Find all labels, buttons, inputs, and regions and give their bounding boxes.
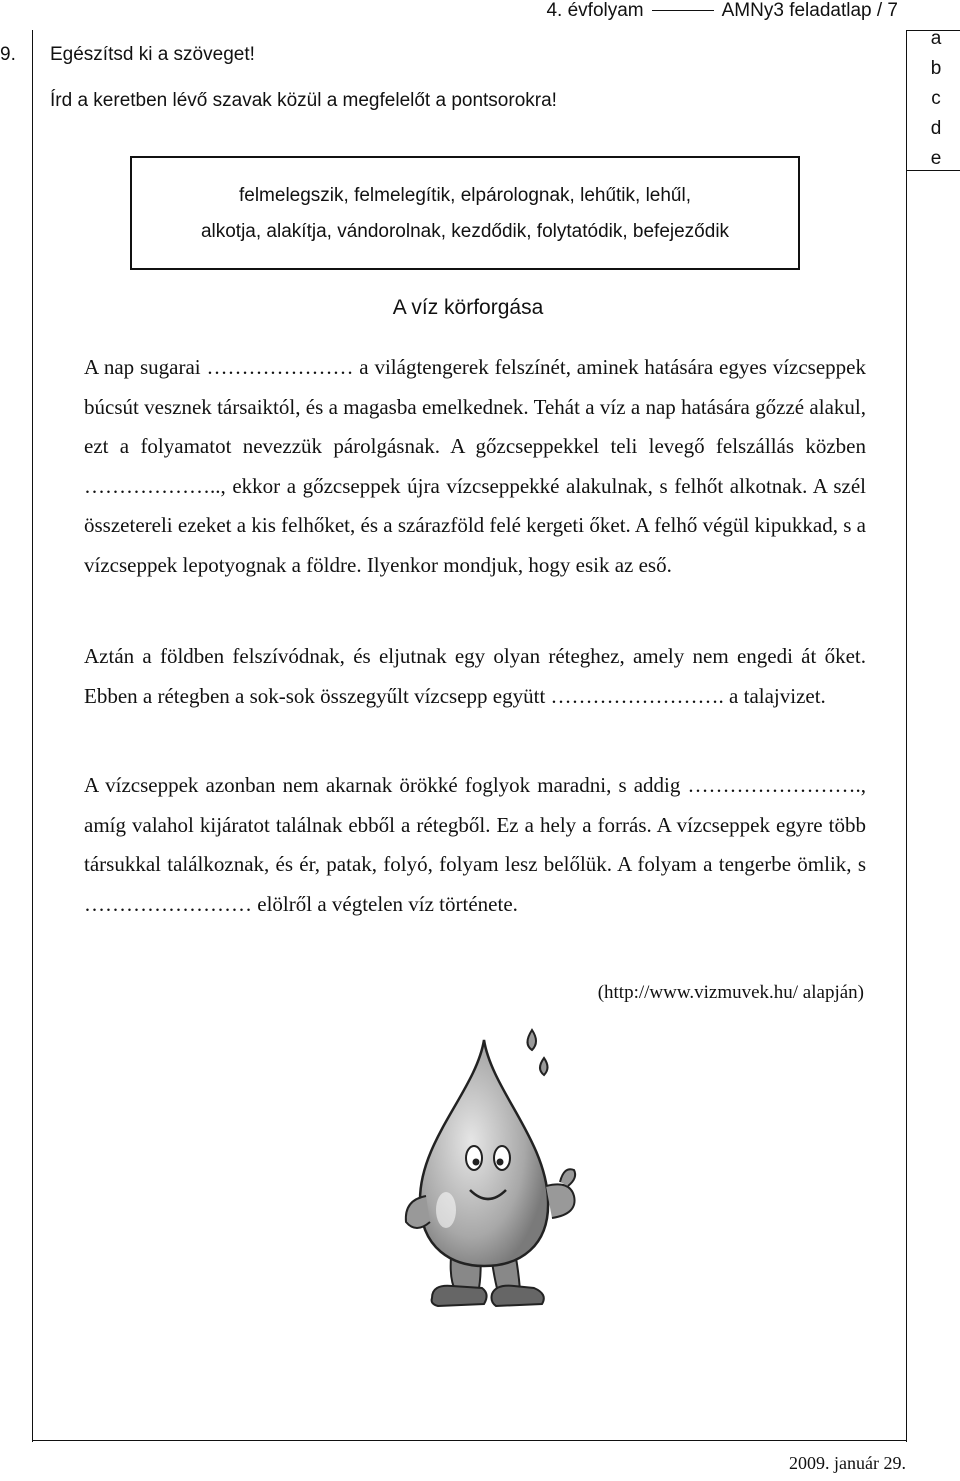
word-box-line-1: felmelegszik, felmelegítik, elpárolognak, lehűtik, lehűl, <box>238 185 691 206</box>
frame-left-line <box>32 30 33 1442</box>
frame-bottom-line <box>32 1440 907 1441</box>
waterdrop-character-illustration <box>380 1010 620 1320</box>
score-letter-c: c <box>931 88 941 109</box>
score-letter-a: a <box>930 28 942 49</box>
score-letter-b: b <box>930 58 942 79</box>
score-letter-e: e <box>930 148 942 169</box>
question-instruction-1: Egészítsd ki a szöveget! <box>50 44 255 65</box>
paragraph-2: Aztán a földben felszívódnak, és eljutnak egy olyan réteghez, amely nem engedi át őket. Ebben a rétegben a sok-sok összegyűlt vízcsepp együtt ……………………. a talajvizet. <box>84 644 866 708</box>
paragraph-1: A nap sugarai ………………… a világtengerek felszínét, aminek hatására egyes vízcseppek búcsút vesznek társaiktól, és a magasba emelkednek. Tehát a víz a nap hatására gőzzé alakul, ezt a folyamatot nevezzük párolgásnak. A gőzcseppekkel teli levegő felszállás közben ……………….., ekkor a gőzcseppek újra vízcseppekké alakulnak, s felhőt alkotnak. A szél összetereli ezeket a kis felhőket, és a szárazföld felé kergeti őket. A felhő végül kipukkad, s a vízcseppek lepotyognak a földre. Ilyenkor mondjuk, hogy esik az eső. <box>84 355 866 577</box>
word-box <box>130 156 800 270</box>
scoring-letters <box>912 24 960 174</box>
word-box-line-2: alkotja, alakítja, vándorolnak, kezdődik, folytatódik, befejeződik <box>200 221 730 242</box>
sheet-label: AMNy3 feladatlap / 7 <box>721 0 898 21</box>
footer-date: 2009. január 29. <box>789 1453 906 1473</box>
source-citation: (http://www.vizmuvek.hu/ alapján) <box>597 982 864 1003</box>
question-number: 9. <box>0 44 16 65</box>
page-header <box>546 0 898 22</box>
score-letter-d: d <box>930 118 942 139</box>
question-instruction-2: Írd a keretben lévő szavak közül a megfelelőt a pontsorokra! <box>50 90 557 111</box>
header-rule <box>652 10 714 11</box>
frame-right-line <box>906 30 907 1442</box>
grade-label: 4. évfolyam <box>546 0 644 21</box>
text-title: A víz körforgása <box>392 296 544 319</box>
paragraph-3: A vízcseppek azonban nem akarnak örökké foglyok maradni, s addig ……………………., amíg valahol kijáratot találnak ebből a rétegből. Ez a hely a forrás. A vízcseppek egyre több társukkal találkoznak, és ér, patak, folyó, folyam lesz belőlük. A folyam a tengerbe ömlik, s …………………… elölről a végtelen víz története. <box>84 773 866 916</box>
